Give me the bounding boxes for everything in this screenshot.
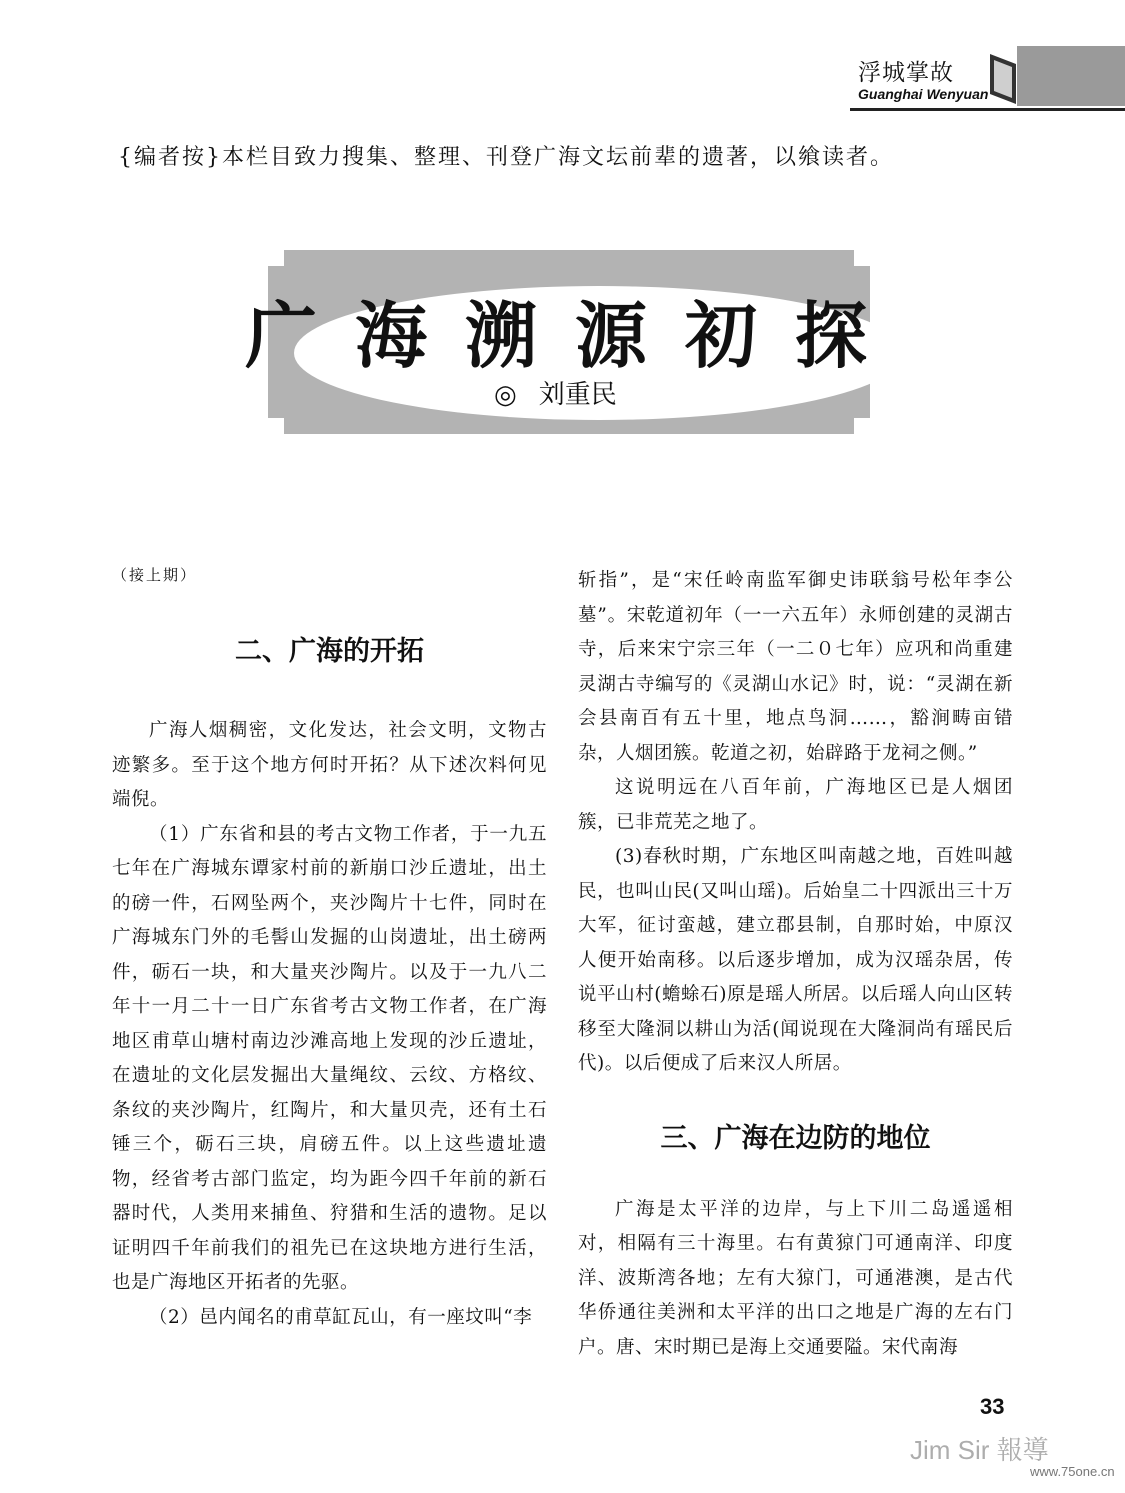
author-mark: ◎: [494, 380, 517, 410]
header-title-en: Guanghai Wenyuan: [858, 86, 989, 102]
right-column: [578, 564, 1013, 1365]
article-title: 广海溯源初探: [245, 294, 906, 378]
author-name: 刘重民: [538, 380, 617, 410]
section-heading-2: 二、广海的开拓: [235, 636, 424, 667]
running-header: [850, 46, 1125, 111]
header-book-icon: [988, 50, 1018, 104]
header-title-cn: 浮城掌故: [858, 60, 954, 86]
section-heading-3: 三、广海在边防的地位: [660, 1122, 931, 1154]
paragraph: （1）广东省和县的考古文物工作者，于一九五七年在广海城东谭家村前的新崩口沙丘遗址，出土的磅一件，石网坠两个，夹沙陶片十七件，同时在广海城东门外的毛髻山发掘的山岗遗址，出土磅两件，砺石一块，和大量夹沙陶片。以及于一九八二年十一月二十一日广东省考古文物工作者，在广海地区甫草山塘村南边沙滩高地上发现的沙丘遗址，在遗址的文化层发掘出大量绳纹、云纹、方格纹、条纹的夹沙陶片，红陶片，和大量贝壳，还有土石锤三个，砺石三块，肩磅五件。以上这些遗址遗物，经省考古部门监定，均为距今四千年前的新石器时代，人类用来捕鱼、狩猎和生活的遗物。足以证明四千年前我们的祖先已在这块地方进行生活，也是广海地区开拓者的先驱。: [112, 823, 547, 1293]
paragraph: 斩指”，是“宋任岭南监军御史讳联翁号松年李公墓”。宋乾道初年（一一六五年）永师创建的灵湖古寺，后来宋宁宗三年（一二０七年）应巩和尚重建灵湖古寺编写的《灵湖山水记》时，说：“灵湖在新会县南百有五十里，地点鸟洞……，豁涧畴亩错杂，人烟团簇。乾道之初，始辟路于龙祠之侧。”: [578, 570, 1013, 764]
paragraph: 这说明远在八百年前，广海地区已是人烟团簇，已非荒芜之地了。: [578, 777, 1013, 833]
page-number: 33: [980, 1394, 1005, 1419]
paragraph: （2）邑内闻名的甫草缸瓦山，有一座坟叫“李: [149, 1306, 533, 1328]
header-tab-shade: [1017, 46, 1125, 106]
author-line: [494, 374, 617, 411]
watermark: Jim Sir 報導: [910, 1435, 1049, 1465]
paragraph: 广海是太平洋的边岸，与上下川二岛遥遥相对，相隔有三十海里。右有黄猄门可通南洋、印度洋、波斯湾各地；左有大猄门，可通港澳，是古代华侨通往美洲和太平洋的出口之地是广海的左右门户。唐、宋时期已是海上交通要隘。宋代南海: [578, 1198, 1013, 1358]
paragraph: (3)春秋时期，广东地区叫南越之地，百姓叫越民，也叫山民(又叫山瑶)。后始皇二十四派出三十万大军，征讨蛮越，建立郡县制，自那时始，中原汉人便开始南移。以后逐步增加，成为汉瑶杂居，传说平山村(蟾蜍石)原是瑶人所居。以后瑶人向山区转移至大隆洞以耕山为活(闻说现在大隆洞尚有瑶民后代)。以后便成了后来汉人所居。: [578, 846, 1013, 1074]
paragraph: 广海人烟稠密，文化发达，社会文明，文物古迹繁多。至于这个地方何时开拓？从下述次料何见端倪。: [112, 720, 547, 810]
watermark-site: www.75one.cn: [1030, 1464, 1115, 1479]
editor-note: {编者按}本栏目致力搜集、整理、刊登广海文坛前辈的遗著，以飨读者。: [118, 145, 894, 170]
continued-note: （接上期）: [112, 566, 198, 584]
left-column: [112, 560, 547, 1335]
